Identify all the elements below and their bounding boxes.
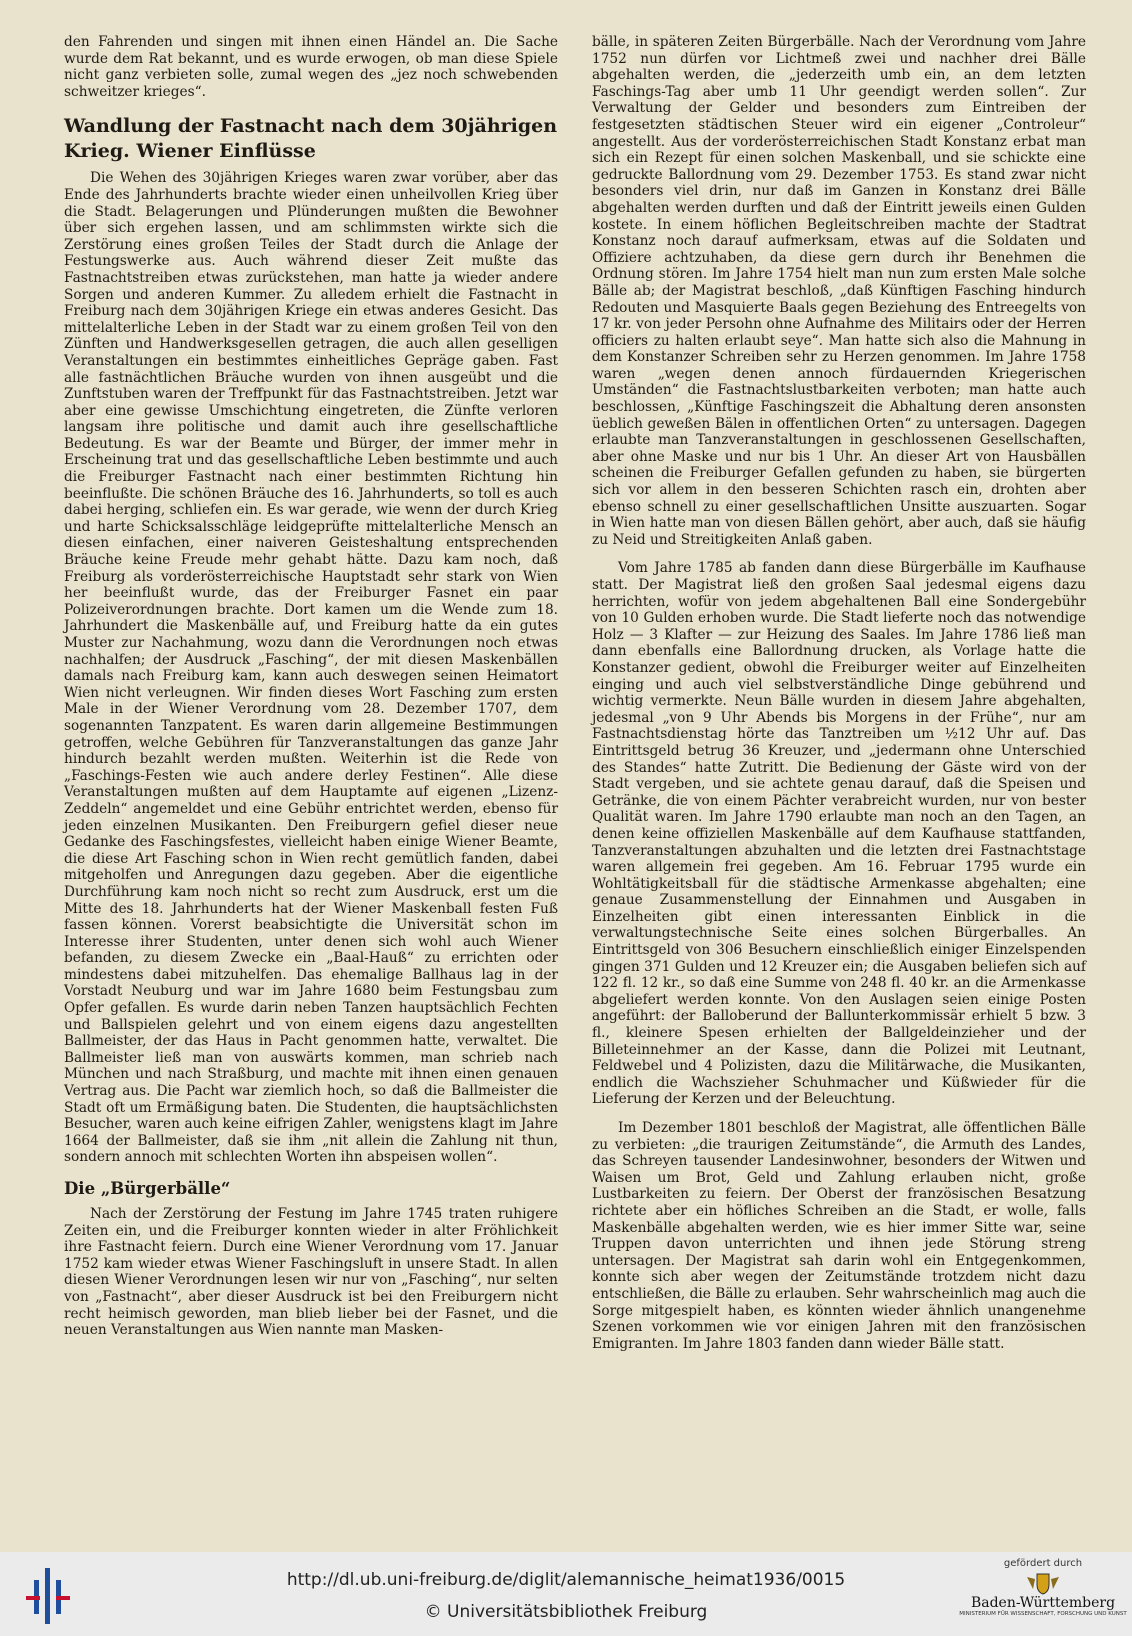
baden-wuerttemberg-crest-icon [1023,1571,1063,1595]
ministry-name: MINISTERIUM FÜR WISSENSCHAFT, FORSCHUNG UND KUNST [959,1611,1127,1617]
left-paragraph-2: Nach der Zerstörung der Festung im Jahre 1745 traten ruhigere Zeiten ein, und die Freiburger konnten wieder in alter Fröhlichkeit ihre Fastnacht feiern. Durch eine Wiener Verordnung vom 17. Januar 1752 kam wieder etwas Wiener Faschingsluft in unsere Stadt. In allen diesen Wiener Verordnungen lesen wir nur von „Fasching“, nur selten von „Fastnacht“, aber dieser Ausdruck ist bei den Freiburgern nicht recht heimisch geworden, man blieb lieber bei der Fasnet, und die neuen Veranstaltungen aus Wien nannte man Masken- [64,1206,558,1339]
section-heading-wandlung: Wandlung der Fastnacht nach dem 30jährigen Krieg. Wiener Einflüsse [64,115,558,163]
source-url-link[interactable]: http://dl.ub.uni-freiburg.de/diglit/alemannische_heimat1936/0015 [286,1570,846,1590]
baden-wuerttemberg-logo [958,1558,1128,1632]
funded-by-label: gefördert durch [1003,1558,1083,1569]
footer-bar [0,1552,1132,1636]
section-heading-buergerbaelle: Die „Bürgerbälle“ [64,1179,231,1198]
left-intro-paragraph: den Fahrenden und singen mit ihnen einen Händel an. Die Sache wurde dem Rat bekannt, und es wurde erwogen, ob man diese Spiele nicht ganz verbieten solle, zumal wegen des „jez noch schwebenden schweitzer krieges“. [64,34,558,100]
right-paragraph-2: Vom Jahre 1785 ab fanden dann diese Bürgerbälle im Kaufhause statt. Der Magistrat ließ den großen Saal jedesmal eigens dazu herrichten, wofür von jedem abgehaltenen Ball eine Sondergebühr von 10 Gulden erhoben wurde. Die Stadt lieferte noch das notwendige Holz — 3 Klafter — zur Heizung des Saales. Im Jahre 1786 ließ man dann ebenfalls eine Ballordnung drucken, als Vorlage hatte die Konstanzer gedient, obwohl die Freiburger weiter auf Einzelheiten einging und auch viel selbstverständliche Dinge gebührend und wichtig vermerkte. Neun Bälle wurden in diesem Jahre abgehalten, jedesmal „von 9 Uhr Abends bis Morgens in der Frühe“, nur am Fastnachtsdienstag hörte das Tanztreiben um ½12 Uhr auf. Das Eintrittsgeld betrug 36 Kreuzer, und „jedermann ohne Unterschied des Standes“ hatte Zutritt. Die Bedienung der Gäste wird von der Stadt vergeben, und sie achtete genau darauf, daß die Speisen und Getränke, die von einem Pächter verabreicht wurden, nur von bester Qualität waren. Im Jahre 1790 erlaubte man noch an den Tagen, an denen keine offiziellen Maskenbälle auf dem Kaufhause stattfanden, Tanzveranstaltungen abzuhalten und die letzten drei Fastnachtstage waren allgemein frei gegeben. Am 16. Februar 1795 wurde ein Wohltätigkeitsball für die städtische Armenkasse abgehalten; eine genaue Zusammenstellung der Einnahmen und Ausgaben in Einzelheiten gibt einen interessanten Einblick in die verwaltungstechnische Seite eines solchen Bürgerballes. An Eintrittsgeld von 306 Besuchern einschließlich einiger Einzelspenden gingen 371 Gulden und 12 Kreuzer ein; die Ausgaben beliefen sich auf 122 fl. 12 kr., so daß eine Summe von 248 fl. 40 kr. an die Armenkasse abgeliefert werden konnte. Von den Auslagen seien einige Posten angeführt: der Balloberund der Ballunterkommissär erhielt 5 bzw. 3 fl., kleinere Spesen erhielten der Ballgeldeinzieher und der Billeteinnehmer an der Kasse, dann die Polizei mit Leutnant, Feldwebel und 4 Polizisten, dazu die Militärwache, die Musikanten, endlich die Wachszieher Schuhmacher und Küßwieder für die Lieferung der Kerzen und der Beleuchtung. [592,560,1086,1108]
right-paragraph-3: Im Dezember 1801 beschloß der Magistrat, alle öffentlichen Bälle zu verbieten: „die traurigen Zeitumstände“, die Armuth des Landes, das Schreyen tausender Landesinwohner, besonders der Witwen und Waisen um Brot, Geld und Zahlung erlauben nicht, große Lustbarkeiten zu feiern. Der Oberst der französischen Besatzung richtete aber ein höfliches Schreiben an die Stadt, er wolle, falls Maskenbälle abgehalten werden, wie es hier immer Sitte war, seine Truppen davon unterrichten und ihnen jede Störung streng untersagen. Der Magistrat sah darin wohl ein Entgegenkommen, konnte sich aber wegen der Zeitumstände trotzdem nicht dazu entschließen, die Bälle zu erlauben. Sehr wahrscheinlich mag auch die Sorge mitgespielt haben, es könnten wieder ähnlich unangenehme Szenen vorkommen wie vor einigen Jahren mit den französischen Emigranten. Im Jahre 1803 fanden dann wieder Bälle statt. [592,1120,1086,1352]
left-column [64,34,558,1339]
state-name: Baden-Württemberg [970,1595,1116,1611]
right-paragraph-1: bälle, in späteren Zeiten Bürgerbälle. Nach der Verordnung vom Jahre 1752 nun dürfen vor Lichtmeß zwei und nachher drei Bälle abgehalten werden, die „jederzeith umb ein, an dem letzten Faschings-Tag aber umb 11 Uhr geendigt werden sollen“. Zur Verwaltung der Gelder und besonders zum Eintreiben der festgesetzten städtischen Steuer wird ein eigener „Controleur“ angestellt. Aus der vorderösterreichischen Stadt Konstanz erbat man sich ein Rezept für einen solchen Maskenball, und sie schickte eine gedruckte Ballordnung vom 29. Dezember 1753. Es stand zwar nicht besonders viel drin, nur daß im Ganzen in Konstanz drei Bälle abgehalten werden durften und daß der Eintritt jeweils einen Gulden kostete. In einem höflichen Begleitschreiben machte der Stadtrat Konstanz noch darauf aufmerksam, etwas auf die Soldaten und Offiziere achtzuhaben, da diese gern durch ihr Benehmen die Ordnung stören. Im Jahre 1754 hielt man nun zum ersten Male solche Bälle ab; der Magistrat beschloß, „daß Künftigen Fasching hindurch Redouten und Masquierte Baals gegen Beziehung des Entreegelts von 17 kr. von jeder Persohn ohne Aufnahme des Militairs oder der Herren officiers zu halten erlaubt seye“. Man hatte sich also die Mahnung in dem Konstanzer Schreiben sehr zu Herzen genommen. Im Jahre 1758 waren „wegen denen annoch fürdauernden Kriegerischen Umständen“ die Fastnachtslustbarkeiten verboten; man hatte auch beschlossen, „Künftige Faschingszeit die Abhaltung deren ansonsten üeblich geweßen Bälen in offentlichen Orten“ zu untersagen. Dagegen erlaubte man Tanzveranstaltungen in geschlossenen Gesellschaften, aber ohne Maske und nur bis 1 Uhr. An dieser Art von Hausbällen scheinen die Freiburger Gefallen gefunden zu haben, sie bürgerten sich vor allem in den besseren Schichten rasch ein, drohten aber ebenso schnell zu einer gesellschaftlichen Unsitte auszuarten. Sogar in Wien hatte man von diesen Bällen gehört, aber auch, daß sie häufig zu Neid und Streitigkeiten Anlaß gaben. [592,34,1086,548]
left-paragraph-1: Die Wehen des 30jährigen Krieges waren zwar vorüber, aber das Ende des Jahrhunderts brachte wieder einen unheilvollen Krieg über die Stadt. Belagerungen und Plünderungen mußten die Bewohner über sich ergehen lassen, und am schlimmsten wirkte sich die Zerstörung eines großen Teiles der Stadt durch die Anlage der Festungswerke aus. Auch während dieser Zeit mußte das Fastnachtstreiben etwas zurückstehen, man hatte ja wieder andere Sorgen und anderen Kummer. Zu alledem erhielt die Fastnacht in Freiburg nach dem 30jährigen Kriege ein etwas anderes Gesicht. Das mittelalterliche Leben in der Stadt war zu einem großen Teil von den Zünften und Handwerksgesellen getragen, die auch allen geselligen Veranstaltungen ein bestimmtes einheitliches Gepräge gaben. Fast alle fastnächtlichen Bräuche wurden von ihnen ausgeübt und die Zunftstuben waren der Treffpunkt für das Fastnachtstreiben. Jetzt war aber eine gewisse Umschichtung eingetreten, die Zünfte verloren langsam ihre politische und damit auch ihre gesellschaftliche Bedeutung. Es war der Beamte und Bürger, der immer mehr in Erscheinung trat und das gesellschaftliche Leben bestimmte und auch die Freiburger Fastnacht nach einer bestimmten Richtung hin beeinflußte. Die schönen Bräuche des 16. Jahrhunderts, so toll es auch dabei herging, schliefen ein. Es war gerade, wie wenn der durch Krieg und harte Schicksalsschläge leidgeprüfte mittelalterliche Mensch an diesen einfachen, einer naiveren Geisteshaltung entsprechenden Bräuche keine Freude mehr gehabt hätte. Dazu kam noch, daß Freiburg als vorderösterreichische Hauptstadt sehr stark von Wien her beeinflußt wurde, das der Freiburger Fasnet ein paar Polizeiverordnungen brachte. Dort kamen um die Wende zum 18. Jahrhundert die Maskenbälle auf, und Freiburg hatte da ein gutes Muster zur Nachahmung, wozu dann die Verordnungen noch etwas nachhalfen; der Ausdruck „Fasching“, der mit diesen Maskenbällen damals nach Freiburg kam, kann auch deswegen seinen Heimatort Wien nicht verleugnen. Wir finden dieses Wort Fasching zum ersten Male in der Wiener Verordnung vom 28. Dezember 1707, dem sogenannten Tanzpatent. Es waren darin allgemeine Bestimmungen getroffen, welche Gebühren für Tanzveranstaltungen das ganze Jahr hindurch bezahlt werden mußten. Weiterhin ist die Rede von „Faschings-Festen wie auch andere derley Festinen“. Alle diese Veranstaltungen mußten auf dem Hauptamte auf eigenen „Lizenz-Zeddeln“ angemeldet und eine Gebühr entrichtet werden, ebenso für jeden einzelnen Musikanten. Den Freiburgern gefiel dieser neue Gedanke des Faschingsfestes, vielleicht haben einige Wiener Beamte, die diese Art Fasching schon in Wien recht gemütlich fanden, dabei mitgeholfen und Anregungen dazu gegeben. Aber die eigentliche Durchführung kam noch nicht so recht zum Ausdruck, erst um die Mitte des 18. Jahrhunderts hat der Wiener Maskenball festen Fuß fassen können. Vorerst beabsichtigte die Universität schon im Interesse ihrer Studenten, unter denen sich wohl auch Wiener befanden, zu diesem Zwecke ein „Baal-Hauß“ zu errichten oder mindestens dabei mitzuhelfen. Das ehemalige Ballhaus lag in der Vorstadt Neuburg und war im Jahre 1680 beim Festungsbau zum Opfer gefallen. Es wurde darin neben Tanzen hauptsächlich Fechten und Ballspielen gelehrt und von einem eigens dazu angestellten Ballmeister, der das Haus in Pacht genommen hatte, verwaltet. Die Ballmeister ließ man von auswärts kommen, man schrieb nach München und nach Straßburg, und machte mit ihnen einen genauen Vertrag aus. Die Pacht war ziemlich hoch, so daß die Ballmeister die Stadt oft um Ermäßigung baten. Die Studenten, die hauptsächlichsten Besucher, waren auch keine eifrigen Zahler, wenigstens klagt im Jahre 1664 der Ballmeister, daß sie ihm „nit allein die Zahlung nit thun, sondern annoch mit schlechten Worten ihn abspeisen wollen“. [64,170,558,1166]
copyright-text: © Universitätsbibliothek Freiburg [424,1602,708,1622]
right-column [592,34,1086,1352]
